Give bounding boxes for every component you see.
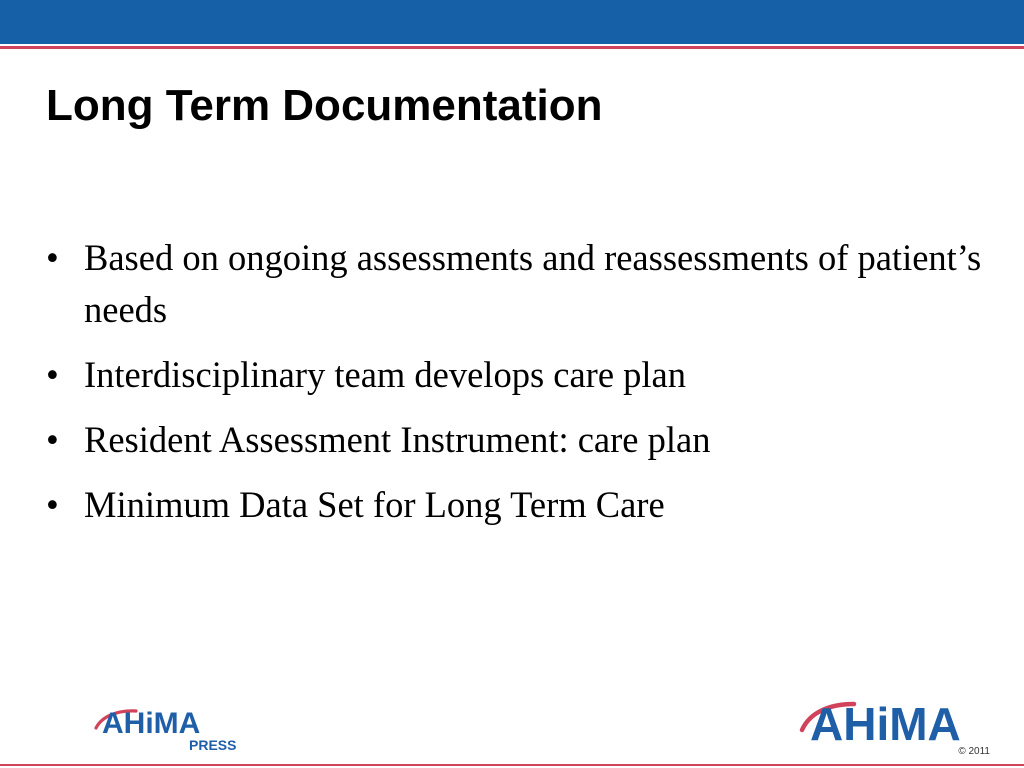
header-accent-rule	[0, 46, 1024, 49]
bullet-list	[46, 232, 1006, 544]
copyright-notice: © 2011	[958, 746, 990, 757]
ahima-logo	[796, 690, 1000, 748]
logo-left-subtitle: PRESS	[189, 737, 237, 753]
ahima-press-logo	[92, 698, 242, 754]
bullet-dot-icon: •	[46, 354, 59, 395]
logo-left-wordmark: AHiMA	[102, 707, 201, 740]
bullet-dot-icon: •	[46, 484, 59, 525]
bullet-dot-icon: •	[46, 419, 59, 460]
bullet-text: Minimum Data Set for Long Term Care	[84, 484, 665, 525]
logo-right-wordmark: AHiMA	[810, 698, 961, 748]
footer-accent-rule	[0, 764, 1024, 766]
header-band	[0, 0, 1024, 44]
bullet-text: Interdisciplinary team develops care plan	[84, 354, 687, 395]
bullet-item	[46, 232, 1006, 336]
bullet-text: Based on ongoing assessments and reassessments of patient’s needs	[84, 237, 982, 330]
bullet-text: Resident Assessment Instrument: care plan	[84, 419, 711, 460]
bullet-item	[46, 479, 1006, 531]
bullet-item	[46, 349, 1006, 401]
bullet-dot-icon: •	[46, 237, 59, 278]
slide-title: Long Term Documentation	[46, 81, 603, 130]
bullet-item	[46, 414, 1006, 466]
